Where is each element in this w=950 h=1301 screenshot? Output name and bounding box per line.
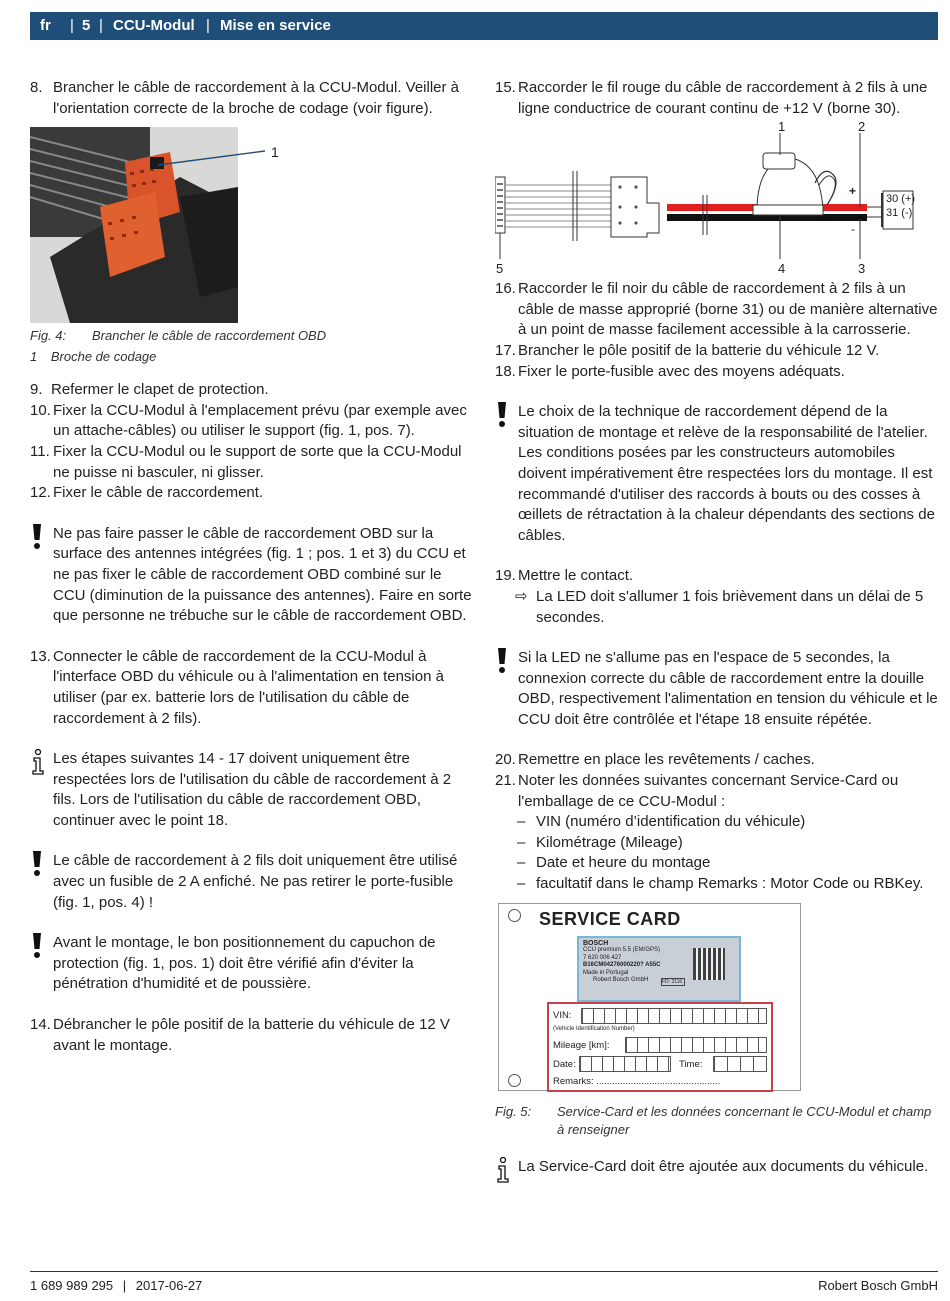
bullet-item: – Date et heure du montage (517, 854, 711, 872)
step-12: 12. Fixer le câble de raccordement. (30, 484, 264, 502)
step-11: 11. Fixer la CCU-Modul ou le support de sorte que la CCU-Modul ne puisse ni basculer, ni glisser. (30, 442, 462, 481)
card-hole-top (508, 909, 521, 922)
bullet-item: – Kilométrage (Mileage) (517, 833, 683, 851)
left-column (30, 78, 475, 1056)
page-footer: 1 689 989 295 | 2017-06-27 Robert Bosch GmbH (30, 1278, 938, 1293)
qr-code (693, 948, 725, 980)
diagram-label-1: 1 (778, 119, 786, 135)
info-icon (495, 1157, 511, 1190)
card-remarks-label: Remarks: ............................................... (553, 1075, 721, 1087)
date-boxes (579, 1056, 671, 1072)
diagram-label-3: 3 (858, 261, 866, 277)
info-note-2: La Service-Card doit être ajoutée aux documents du véhicule. (495, 1157, 938, 1178)
mileage-boxes (625, 1037, 767, 1053)
wiring-diagram (495, 119, 938, 279)
footer-date: 2017-06-27 (135, 1278, 203, 1293)
step-20: 20. Remettre en place les revêtements / caches. (495, 751, 815, 769)
warning-icon (30, 933, 44, 966)
time-boxes (713, 1056, 767, 1072)
right-column (495, 78, 938, 1177)
two-wire-cable-diagram (495, 123, 938, 279)
header-page: 5 (82, 17, 91, 34)
step-21: 21. Noter les données suivantes concernant Service-Card ou l'emballage de ce CCU-Modul : (495, 772, 899, 810)
vin-boxes (581, 1008, 767, 1024)
step-17: 17. Brancher le pôle positif de la batterie du véhicule 12 V. (495, 341, 880, 359)
diagram-label-2: 2 (858, 119, 866, 135)
fig4-legend: 1 Broche de codage (30, 349, 157, 365)
terminal-30: 30 (+) (886, 193, 916, 206)
fig4-caption: Fig. 4: Brancher le câble de raccordement OBD (30, 328, 327, 344)
fig4-callout-1: 1 (271, 144, 279, 161)
step-18: 18. Fixer le porte-fusible avec des moyens adéquats. (495, 362, 845, 380)
info-icon (30, 749, 46, 782)
page-header: fr | 5 | CCU-Modul | Mise en service (30, 12, 938, 40)
card-hole-bottom (508, 1074, 521, 1087)
step-16: 16. Raccorder le fil noir du câble de raccordement à 2 fils à un câble de masse approprié (borne 31) ou de manière alternative à un point de masse facilement accessible à la carrosserie. (495, 280, 938, 339)
fig4-photo (30, 127, 450, 323)
card-vin-sub: (Vehicle Identification Number) (553, 1025, 635, 1032)
service-card (498, 903, 801, 1091)
step-13: 13. Connecter le câble de raccordement de la CCU-Modul à l'interface OBD du véhicule ou à l'alimentation en tension à utiliser (par ex. batterie lors de l'utilisation du câble de raccordement à 2 fils). (30, 647, 444, 727)
warning-icon (495, 648, 509, 681)
card-mileage-label: Mileage [km]: (553, 1039, 610, 1051)
arrow-right-icon: ⇨ (515, 587, 528, 605)
step-15: 15. Raccorder le fil rouge du câble de raccordement à 2 fils à une ligne conductrice de courant continu de +12 V (borne 30). (495, 79, 928, 117)
diagram-plus: + (849, 184, 857, 199)
card-date-label: Date: (553, 1058, 576, 1070)
bullet-item: – VIN (numéro d’identification du véhicule) (517, 813, 806, 831)
card-time-label: Time: (679, 1058, 703, 1070)
header-lang: fr (40, 17, 51, 34)
warning-note-4: Le choix de la technique de raccordement dépend de la situation de montage et relève de la responsabilité de l'atelier. Les conditions posées par les constructeurs automobiles doivent impérativement être respectées lors du montage. Il est recommandé d'utiliser des raccords à bouts ou des cosses à œillets de rétractation à la chaleur dépendants des sections de câbles. (495, 402, 938, 546)
step-9: 9. Refermer le clapet de protection. (30, 381, 269, 399)
warning-icon (495, 402, 509, 435)
obd-connector-photo (30, 127, 450, 323)
diagram-label-5: 5 (496, 261, 504, 277)
card-fields (547, 1002, 773, 1092)
footer-docnum: 1 689 989 295 (30, 1278, 114, 1293)
step-10: 10. Fixer la CCU-Modul à l'emplacement prévu (par exemple avec un attache-câbles) ou utiliser le support (fig. 1, pos. 7). (30, 401, 467, 440)
diagram-minus: - (851, 222, 855, 237)
header-product: CCU-Modul (113, 17, 195, 34)
warning-icon (30, 524, 44, 557)
card-product-label: BOSCH CCU premium 5.5 (EM/GPS) 7 620 006 427 B16CM04276000220? A55C Made in Portugal Robert Bosch GmbH FD: 3116 (577, 936, 741, 1002)
card-vin-label: VIN: (553, 1009, 572, 1021)
footer-rule (30, 1271, 938, 1272)
warning-icon (30, 851, 44, 884)
footer-company: Robert Bosch GmbH (818, 1278, 938, 1293)
step-19-result: ⇨ La LED doit s'allumer 1 fois brièvement dans un délai de 5 secondes. (515, 587, 924, 626)
fig5-caption: Fig. 5: Service-Card et les données concernant le CCU-Modul et champ à renseigner (495, 1103, 932, 1137)
info-note-1: Les étapes suivantes 14 - 17 doivent uniquement être respectées lors de l'utilisation du câble de raccordement à 2 fils. Lors de l'utilisation du câble de raccordement OBD, continuer avec le point 18. (30, 749, 475, 831)
card-title: SERVICE CARD (539, 908, 681, 929)
step-8: 8. Brancher le câble de raccordement à la CCU-Modul. Veiller à l'orientation correcte de la broche de codage (voir figure). (30, 79, 460, 117)
warning-note-2: Le câble de raccordement à 2 fils doit uniquement être utilisé avec un fusible de 2 A enfiché. Ne pas retirer le porte-fusible (fig. 1, pos. 4) ! (30, 851, 475, 913)
warning-note-1: Ne pas faire passer le câble de raccordement OBD sur la surface des antennes intégrées (fig. 1 ; pos. 1 et 3) du CCU et ne pas fixer le câble de raccordement OBD combiné sur le CCU (diminution de la puissance des antennes). Faire en sorte que personne ne trébuche sur le câble de raccordement OBD. (30, 524, 475, 627)
diagram-label-4: 4 (778, 261, 786, 277)
warning-note-3: Avant le montage, le bon positionnement du capuchon de protection (fig. 1, pos. 1) doit être vérifié afin d'éviter la pénétration d'humidité et de poussière. (30, 933, 475, 995)
bullet-item: – facultatif dans le champ Remarks : Motor Code ou RBKey. (517, 875, 924, 893)
step-19: 19. Mettre le contact. (495, 567, 634, 585)
step-14: 14. Débrancher le pôle positif de la batterie du véhicule de 12 V avant le montage. (30, 1016, 450, 1054)
warning-note-5: Si la LED ne s'allume pas en l'espace de 5 secondes, la connexion correcte du câble de raccordement entre la douille OBD, respectivement l'alimentation en tension du véhicule et le CCU doit être contrôlée et l'étape 18 ensuite répétée. (495, 648, 938, 730)
terminal-31: 31 (-) (886, 207, 913, 220)
header-section: Mise en service (220, 17, 331, 34)
